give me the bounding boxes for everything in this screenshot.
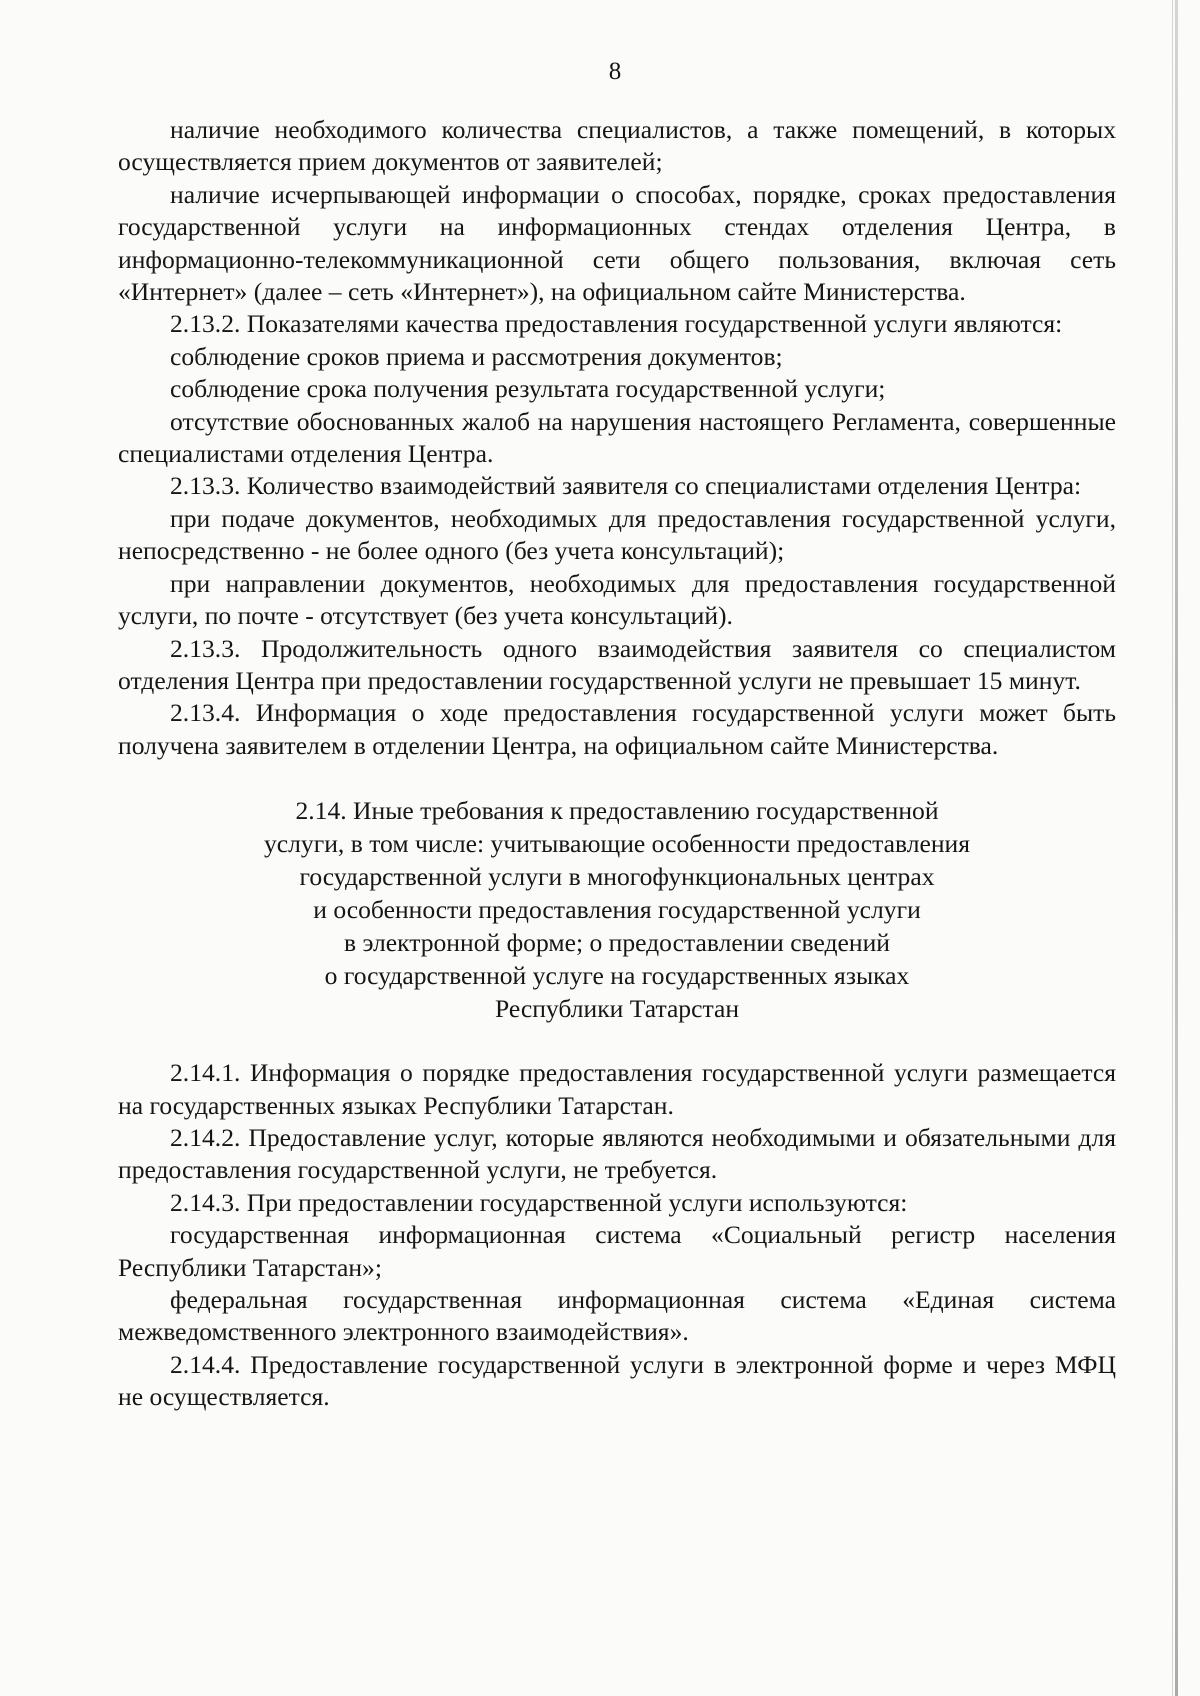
paragraph: 2.13.3. Количество взаимодействий заявителя со специалистами отделения Центра:	[170, 471, 1082, 501]
section-heading	[118, 794, 1116, 1025]
paragraph: соблюдение сроков приема и рассмотрения документов;	[170, 341, 783, 371]
paragraph: федеральная государственная информационная система «Единая система межведомственного электронного взаимодействия».	[118, 1284, 1116, 1347]
heading-line: услуги, в том числе: учитывающие особенности предоставления	[264, 829, 970, 859]
paragraph: 2.14.2. Предоставление услуг, которые являются необходимыми и обязательными для предоставления государственной услуги, не требуется.	[118, 1122, 1116, 1185]
document-body	[118, 114, 1116, 1414]
heading-line: 2.14. Иные требования к предоставлению государственной	[295, 796, 939, 826]
page-number: 8	[608, 58, 622, 85]
heading-line: о государственной услуге на государственных языках	[324, 961, 910, 991]
paragraph: наличие исчерпывающей информации о способах, порядке, сроках предоставления государственной услуги на информационных стендах отделения Центра, в информационно-телекоммуникационной сети общего пользования, включая сеть «Интернет» (далее – сеть «Интернет»), на официальном сайте Министерства.	[118, 179, 1116, 307]
paragraph: 2.13.4. Информация о ходе предоставления государственной услуги может быть получена заявителем в отделении Центра, на официальном сайте Министерства.	[118, 698, 1116, 760]
heading-line: Республики Татарстан	[494, 994, 740, 1024]
paragraph: отсутствие обоснованных жалоб на нарушения настоящего Регламента, совершенные специалистами отделения Центра.	[118, 406, 1116, 469]
heading-line: в электронной форме; о предоставлении сведений	[343, 928, 890, 958]
heading-line: государственной услуги в многофункциональных центрах	[299, 862, 935, 892]
paragraph: 2.14.1. Информация о порядке предоставления государственной услуги размещается на государственных языках Республики Татарстан.	[118, 1058, 1116, 1120]
scan-edge-shadow	[1175, 0, 1178, 1696]
paragraph: при подаче документов, необходимых для предоставления государственной услуги, непосредственно - не более одного (без учета консультаций);	[118, 503, 1116, 566]
paragraph: государственная информационная система «Социальный регистр населения Республики Татарстан»;	[118, 1220, 1116, 1282]
paragraph: 2.14.3. При предоставлении государственной услуги используются:	[170, 1187, 908, 1217]
paragraph: 2.13.2. Показателями качества предоставления государственной услуги являются:	[170, 309, 1063, 339]
paragraph: соблюдение срока получения результата государственной услуги;	[170, 374, 886, 404]
paragraph: при направлении документов, необходимых для предоставления государственной услуги, по почте - отсутствует (без учета консультаций).	[118, 568, 1116, 631]
heading-line: и особенности предоставления государственной услуги	[313, 895, 921, 925]
paragraph: наличие необходимого количества специалистов, а также помещений, в которых осуществляется прием документов от заявителей;	[118, 115, 1116, 177]
paragraph: 2.13.3. Продолжительность одного взаимодействия заявителя со специалистом отделения Центра при предоставлении государственной услуги не превышает 15 минут.	[118, 633, 1116, 695]
scan-edge-line	[1172, 0, 1173, 1696]
paragraph: 2.14.4. Предоставление государственной услуги в электронной форме и через МФЦ не осуществляется.	[118, 1349, 1116, 1412]
